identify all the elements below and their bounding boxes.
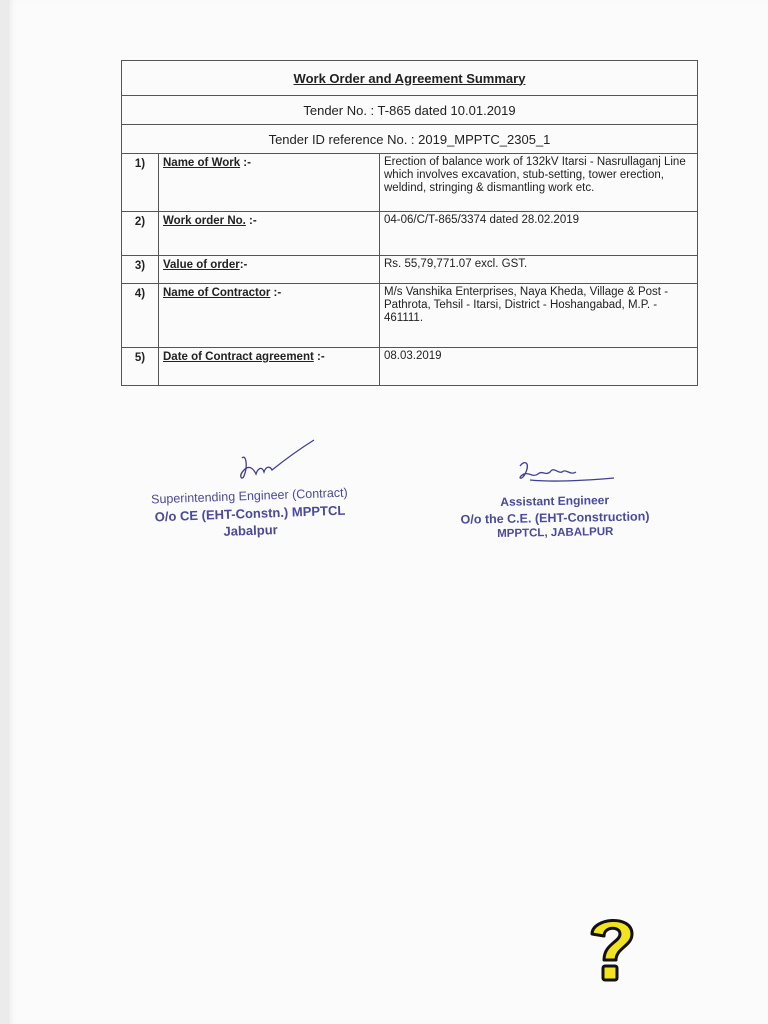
signature-left-icon [232,436,322,486]
row-label [159,212,380,256]
table-row [122,212,698,256]
row-label-suffix: :- [270,287,282,299]
row-value: M/s Vanshika Enterprises, Naya Kheda, Village & Post - Pathrota, Tehsil - Itarsi, District - Hoshangabad, M.P. - 461111. [380,284,698,348]
stamp-right-line2: O/o the C.E. (EHT-Construction) [460,508,650,527]
table-row [122,256,698,284]
row-label-text: Name of Contractor [163,287,271,299]
row-label-text: Work order No. [163,215,246,227]
row-value: Erection of balance work of 132kV Itarsi - Nasrullaganj Line which involves excavation, stub-setting, tower erection, weldind, stringing & dismantling work etc. [380,154,698,212]
table-title-cell [122,61,698,96]
row-label-text: Name of Work [163,157,241,169]
stamp-right-line3: MPPTCL, JABALPUR [497,525,614,540]
summary-table [121,60,698,386]
table-row [122,154,698,212]
document-title: Work Order and Agreement Summary [293,70,526,86]
row-label [159,348,380,386]
table-row [122,348,698,386]
row-label [159,154,380,212]
row-label [159,256,380,284]
row-value: Rs. 55,79,771.07 excl. GST. [380,256,698,284]
signature-right-icon [510,452,620,492]
stamp-right-line1: Assistant Engineer [500,493,610,509]
row-label-suffix: :- [239,259,248,271]
stamp-left [134,484,366,544]
row-number: 4) [122,284,159,348]
row-number: 5) [122,348,159,386]
tender-id-row [122,125,698,154]
question-mark-icon [582,910,642,990]
row-number: 2) [122,212,159,256]
row-label-text: Date of Contract agreement [163,351,314,363]
tender-id: Tender ID reference No. : 2019_MPPTC_2305_1 [122,125,698,154]
row-label-suffix: :- [245,215,257,227]
stamp-left-line3: Jabalpur [223,522,278,540]
row-label-text: Value of order [163,259,240,271]
row-label-suffix: :- [313,351,325,363]
row-value: 08.03.2019 [380,348,698,386]
stamp-left-line2: O/o CE (EHT-Constn.) MPPTCL [154,502,346,525]
table-title-row [122,61,698,96]
row-number: 1) [122,154,159,212]
table-row [122,284,698,348]
row-value: 04-06/C/T-865/3374 dated 28.02.2019 [380,212,698,256]
row-label-suffix: :- [240,157,251,169]
row-label [159,284,380,348]
row-number: 3) [122,256,159,284]
stamp-left-line1: Superintending Engineer (Contract) [150,485,348,507]
tender-no-row [122,96,698,125]
stamp-right [455,492,656,542]
tender-no: Tender No. : T-865 dated 10.01.2019 [122,96,698,125]
